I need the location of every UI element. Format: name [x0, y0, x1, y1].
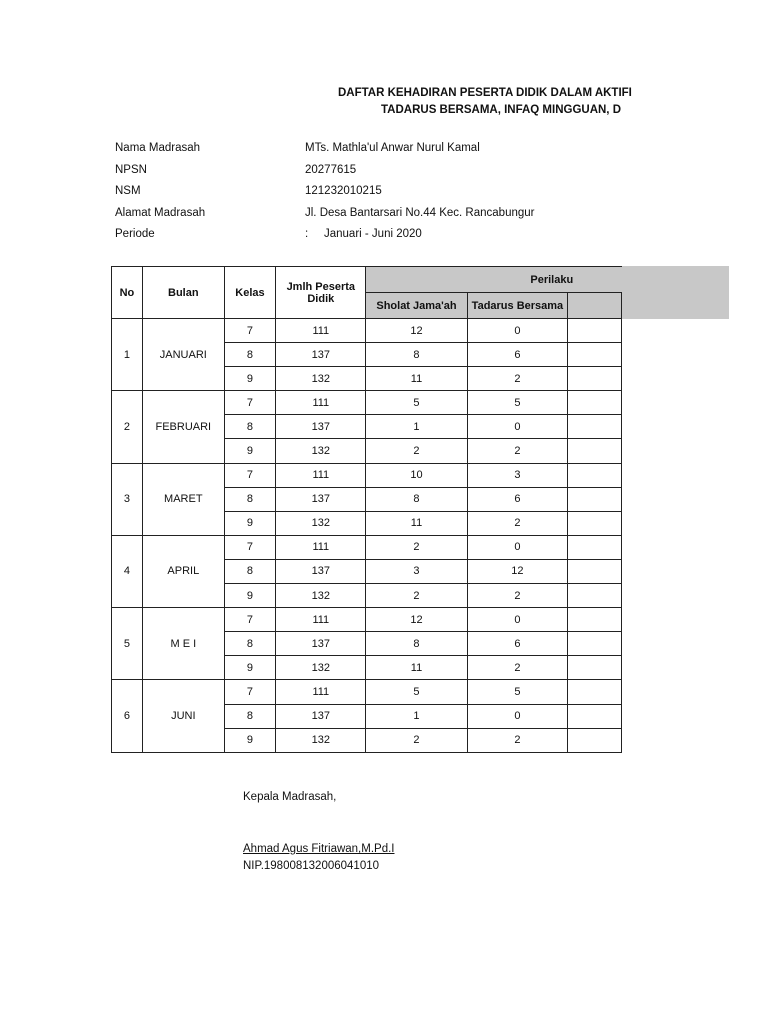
info-value-periode-colon: :: [305, 228, 309, 240]
tadarus-bersama-cell: 0: [467, 415, 568, 439]
table-row: [112, 319, 622, 343]
signature-role: Kepala Madrasah,: [243, 791, 337, 803]
header-sholat-jamaah: Sholat Jama'ah: [366, 293, 467, 319]
document-title-line-2: TADARUS BERSAMA, INFAQ MINGGUAN, D: [381, 104, 622, 116]
tadarus-bersama-cell: 2: [467, 367, 568, 391]
jmlh-peserta-cell: 137: [276, 343, 366, 367]
sholat-jamaah-cell: 2: [366, 728, 467, 752]
hidden-column-cell: [568, 511, 622, 535]
hidden-column-cell: [568, 415, 622, 439]
jmlh-peserta-cell: 111: [276, 319, 366, 343]
jmlh-peserta-cell: 137: [276, 632, 366, 656]
sholat-jamaah-cell: 8: [366, 343, 467, 367]
jmlh-peserta-cell: 132: [276, 728, 366, 752]
hidden-column-cell: [568, 535, 622, 559]
header-jmlh-peserta-didik: Jmlh Peserta Didik: [276, 267, 366, 319]
jmlh-peserta-cell: 111: [276, 391, 366, 415]
header-no: No: [112, 267, 143, 319]
sholat-jamaah-cell: 8: [366, 487, 467, 511]
table-row: [112, 535, 622, 559]
sholat-jamaah-cell: 3: [366, 559, 467, 583]
jmlh-peserta-cell: 132: [276, 511, 366, 535]
month-number-cell: 1: [112, 319, 143, 391]
header-bulan: Bulan: [142, 267, 224, 319]
kelas-cell: 7: [224, 319, 276, 343]
tadarus-bersama-cell: 3: [467, 463, 568, 487]
month-name-cell: APRIL: [142, 535, 224, 607]
info-value-alamat: Jl. Desa Bantarsari No.44 Kec. Rancabungur: [305, 207, 535, 219]
sholat-jamaah-cell: 10: [366, 463, 467, 487]
tadarus-bersama-cell: 5: [467, 680, 568, 704]
hidden-column-cell: [568, 608, 622, 632]
tadarus-bersama-cell: 6: [467, 487, 568, 511]
sholat-jamaah-cell: 12: [366, 319, 467, 343]
kelas-cell: 7: [224, 463, 276, 487]
tadarus-bersama-cell: 0: [467, 608, 568, 632]
info-label-periode: Periode: [115, 228, 155, 240]
month-name-cell: MARET: [142, 463, 224, 535]
jmlh-peserta-cell: 132: [276, 584, 366, 608]
kelas-cell: 8: [224, 559, 276, 583]
header-hidden-column: [568, 293, 622, 319]
tadarus-bersama-cell: 2: [467, 728, 568, 752]
hidden-column-cell: [568, 487, 622, 511]
hidden-column-cell: [568, 584, 622, 608]
table-row: [112, 391, 622, 415]
hidden-column-cell: [568, 680, 622, 704]
hidden-column-cell: [568, 656, 622, 680]
month-name-cell: M E I: [142, 608, 224, 680]
hidden-column-cell: [568, 559, 622, 583]
month-number-cell: 5: [112, 608, 143, 680]
kelas-cell: 7: [224, 608, 276, 632]
kelas-cell: 9: [224, 511, 276, 535]
hidden-column-cell: [568, 391, 622, 415]
sholat-jamaah-cell: 11: [366, 367, 467, 391]
signature-nip: NIP.198008132006041010: [243, 860, 380, 872]
info-label-npsn: NPSN: [115, 164, 147, 176]
hidden-column-cell: [568, 343, 622, 367]
table-row: [112, 680, 622, 704]
header-gray-extension: [622, 266, 729, 319]
kelas-cell: 9: [224, 584, 276, 608]
kelas-cell: 9: [224, 367, 276, 391]
kelas-cell: 8: [224, 704, 276, 728]
tadarus-bersama-cell: 5: [467, 391, 568, 415]
tadarus-bersama-cell: 0: [467, 319, 568, 343]
kelas-cell: 7: [224, 535, 276, 559]
month-number-cell: 3: [112, 463, 143, 535]
jmlh-peserta-cell: 132: [276, 656, 366, 680]
table-row: [112, 463, 622, 487]
hidden-column-cell: [568, 439, 622, 463]
kelas-cell: 9: [224, 656, 276, 680]
sholat-jamaah-cell: 12: [366, 608, 467, 632]
sholat-jamaah-cell: 11: [366, 511, 467, 535]
sholat-jamaah-cell: 2: [366, 535, 467, 559]
sholat-jamaah-cell: 2: [366, 439, 467, 463]
tadarus-bersama-cell: 2: [467, 584, 568, 608]
hidden-column-cell: [568, 728, 622, 752]
jmlh-peserta-cell: 137: [276, 704, 366, 728]
info-label-nsm: NSM: [115, 185, 141, 197]
jmlh-peserta-cell: 132: [276, 367, 366, 391]
kelas-cell: 7: [224, 680, 276, 704]
kelas-cell: 8: [224, 415, 276, 439]
sholat-jamaah-cell: 11: [366, 656, 467, 680]
kelas-cell: 7: [224, 391, 276, 415]
jmlh-peserta-cell: 137: [276, 415, 366, 439]
hidden-column-cell: [568, 463, 622, 487]
kelas-cell: 8: [224, 632, 276, 656]
info-value-npsn: 20277615: [305, 164, 357, 176]
header-tadarus-bersama: Tadarus Bersama: [467, 293, 568, 319]
hidden-column-cell: [568, 632, 622, 656]
sholat-jamaah-cell: 5: [366, 391, 467, 415]
sholat-jamaah-cell: 5: [366, 680, 467, 704]
tadarus-bersama-cell: 0: [467, 535, 568, 559]
month-name-cell: JUNI: [142, 680, 224, 752]
info-value-nsm: 121232010215: [305, 185, 382, 197]
tadarus-bersama-cell: 2: [467, 439, 568, 463]
table-row: [112, 608, 622, 632]
info-value-periode: Januari - Juni 2020: [324, 228, 422, 240]
tadarus-bersama-cell: 2: [467, 511, 568, 535]
tadarus-bersama-cell: 2: [467, 656, 568, 680]
tadarus-bersama-cell: 12: [467, 559, 568, 583]
jmlh-peserta-cell: 111: [276, 608, 366, 632]
jmlh-peserta-cell: 111: [276, 463, 366, 487]
hidden-column-cell: [568, 319, 622, 343]
jmlh-peserta-cell: 137: [276, 559, 366, 583]
info-label-alamat: Alamat Madrasah: [115, 207, 206, 219]
attendance-table-container: [111, 266, 622, 756]
month-name-cell: JANUARI: [142, 319, 224, 391]
month-name-cell: FEBRUARI: [142, 391, 224, 463]
tadarus-bersama-cell: 0: [467, 704, 568, 728]
sholat-jamaah-cell: 1: [366, 415, 467, 439]
month-number-cell: 4: [112, 535, 143, 607]
month-number-cell: 2: [112, 391, 143, 463]
attendance-table-body: [112, 319, 622, 753]
attendance-table: [111, 266, 622, 753]
hidden-column-cell: [568, 704, 622, 728]
kelas-cell: 9: [224, 439, 276, 463]
info-label-nama-madrasah: Nama Madrasah: [115, 142, 201, 154]
info-value-nama-madrasah: MTs. Mathla'ul Anwar Nurul Kamal: [305, 142, 480, 154]
tadarus-bersama-cell: 6: [467, 343, 568, 367]
jmlh-peserta-cell: 132: [276, 439, 366, 463]
kelas-cell: 8: [224, 487, 276, 511]
header-kelas: Kelas: [224, 267, 276, 319]
document-title-line-1: DAFTAR KEHADIRAN PESERTA DIDIK DALAM AKTIFI: [338, 87, 632, 99]
jmlh-peserta-cell: 111: [276, 535, 366, 559]
kelas-cell: 9: [224, 728, 276, 752]
header-perilaku: Perilaku: [366, 267, 622, 293]
kelas-cell: 8: [224, 343, 276, 367]
hidden-column-cell: [568, 367, 622, 391]
jmlh-peserta-cell: 137: [276, 487, 366, 511]
sholat-jamaah-cell: 8: [366, 632, 467, 656]
jmlh-peserta-cell: 111: [276, 680, 366, 704]
tadarus-bersama-cell: 6: [467, 632, 568, 656]
sholat-jamaah-cell: 1: [366, 704, 467, 728]
signature-name: Ahmad Agus Fitriawan,M.Pd.I: [243, 843, 395, 855]
sholat-jamaah-cell: 2: [366, 584, 467, 608]
month-number-cell: 6: [112, 680, 143, 752]
